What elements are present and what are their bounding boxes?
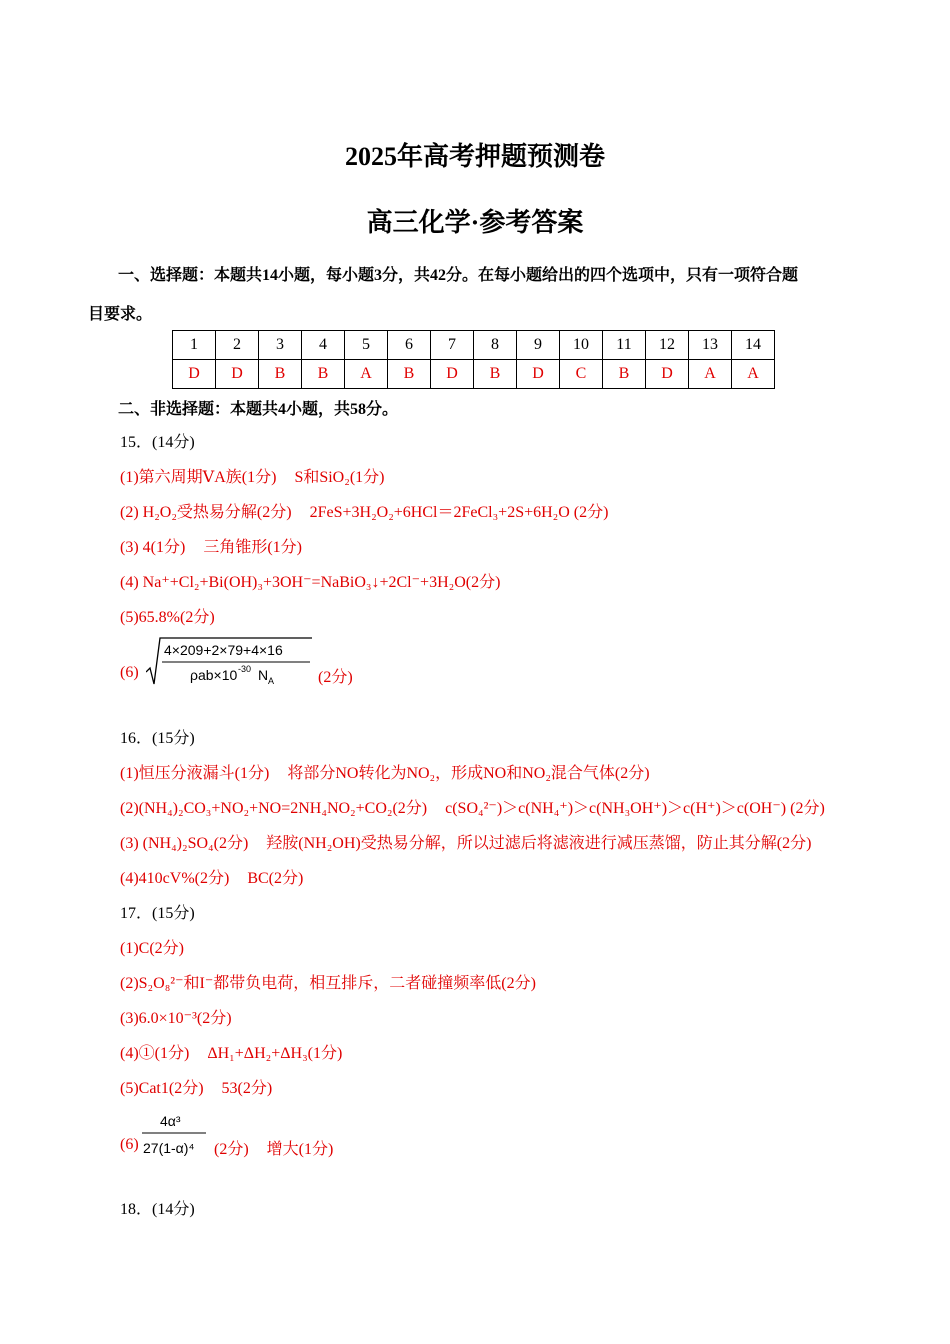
answer-table-number-cell: 6 — [388, 331, 431, 360]
answer-table-answer-cell: B — [603, 360, 646, 389]
q15-formula-numerator: 4×209+2×79+4×16 — [164, 642, 283, 658]
q17-part6-extra: 增大(1分) — [266, 1141, 334, 1158]
q16-part3-a: (3) (NH₄)₂SO₄(2分) — [120, 835, 249, 852]
q15-part1-a: (1)第六周期ⅤA族(1分) — [120, 469, 277, 486]
answer-table-number-cell: 10 — [560, 331, 603, 360]
q16-part3 — [120, 830, 811, 853]
q16-part1-a: (1)恒压分液漏斗(1分) — [120, 765, 270, 782]
q15-density-formula — [146, 636, 312, 688]
q15-part1-b: S和SiO₂(1分) — [294, 469, 385, 486]
q15-formula-avogadro-sub: A — [268, 676, 275, 686]
answer-table-number-cell: 13 — [689, 331, 732, 360]
answer-table-answer-cell: B — [259, 360, 302, 389]
section-2-instructions: 二、非选择题：本题共4小题，共58分。 — [118, 401, 399, 418]
answer-table-number-cell: 8 — [474, 331, 517, 360]
answer-table-answer-cell: D — [173, 360, 216, 389]
q17-part5-b: 53(2分) — [221, 1080, 273, 1097]
answer-table-numbers-row — [173, 331, 775, 360]
q17-part4-a: (4)①(1分) — [120, 1045, 190, 1062]
answer-table-number-cell: 1 — [173, 331, 216, 360]
q15-part5: (5)65.8%(2分) — [120, 609, 215, 626]
answer-table-answer-cell: D — [517, 360, 560, 389]
q16-part4-a: (4)410cV%(2分) — [120, 870, 230, 887]
q15-part3-b: 三角锥形(1分) — [203, 539, 302, 556]
q17-equilibrium-formula — [142, 1108, 208, 1162]
answer-table-number-cell: 12 — [646, 331, 689, 360]
q15-formula-avogadro: N — [258, 667, 269, 683]
q17-part4-b: ΔH₁+ΔH₂+ΔH₃(1分) — [207, 1045, 343, 1062]
answer-table-number-cell: 7 — [431, 331, 474, 360]
section-1-instructions-cont: 目要求。 — [88, 306, 153, 323]
answer-table-number-cell: 5 — [345, 331, 388, 360]
q17-part4 — [120, 1040, 342, 1063]
answer-table-answer-cell: A — [732, 360, 775, 389]
q17-formula-numerator: 4α³ — [160, 1113, 181, 1129]
q15-part2-b: 2FeS+3H₂O₂+6HCl＝2FeCl₃+2S+6H₂O (2分) — [309, 504, 609, 521]
q15-part6-score: (2分) — [318, 669, 353, 686]
answer-table-number-cell: 3 — [259, 331, 302, 360]
answer-table-answer-cell: C — [560, 360, 603, 389]
q16-part4-b: BC(2分) — [247, 870, 304, 887]
q17-part5 — [120, 1075, 272, 1098]
q16-part2 — [120, 795, 825, 818]
q15-part3-a: (3) 4(1分) — [120, 539, 186, 556]
q15-formula-denominator: ρab×10 — [190, 667, 238, 683]
q17-part5-a: (5)Cat1(2分) — [120, 1080, 204, 1097]
q15-formula-exponent: -30 — [238, 664, 252, 674]
q18-header: 18．(14分) — [120, 1201, 195, 1218]
answer-table-number-cell: 11 — [603, 331, 646, 360]
section-1-instructions: 一、选择题：本题共14小题，每小题3分，共42分。在每小题给出的四个选项中，只有一项符合题 — [118, 267, 799, 284]
q17-part2: (2)S₂O₈²⁻和I⁻都带负电荷，相互排斥，二者碰撞频率低(2分) — [120, 975, 536, 992]
answer-table-answer-cell: B — [302, 360, 345, 389]
q15-part3 — [120, 534, 302, 557]
q17-formula-denominator: 27(1-α)⁴ — [143, 1140, 195, 1156]
q15-part2 — [120, 499, 608, 522]
answer-table-number-cell: 14 — [732, 331, 775, 360]
q17-part1: (1)C(2分) — [120, 940, 184, 957]
answer-key-subtitle: 高三化学·参考答案 — [366, 208, 584, 237]
answer-table-number-cell: 2 — [216, 331, 259, 360]
q17-header: 17．(15分) — [120, 905, 195, 922]
q16-header: 16．(15分) — [120, 730, 195, 747]
q17-part6-label: (6) — [120, 1136, 139, 1153]
answer-table-answer-cell: D — [646, 360, 689, 389]
q16-part2-b: c(SO₄²⁻)＞c(NH₄⁺)＞c(NH₃OH⁺)＞c(H⁺)＞c(OH⁻) (2分) — [445, 800, 825, 817]
answer-table-answer-cell: B — [474, 360, 517, 389]
q17-part3: (3)6.0×10⁻³(2分) — [120, 1010, 232, 1027]
q15-header: 15．(14分) — [120, 434, 195, 451]
answer-table-answer-cell: A — [345, 360, 388, 389]
answer-table-answer-cell: A — [689, 360, 732, 389]
q15-part6-label: (6) — [120, 664, 139, 681]
answer-table-answers-row — [173, 360, 775, 389]
q15-part1 — [120, 464, 384, 487]
q16-part4 — [120, 865, 303, 888]
answer-table-number-cell: 9 — [517, 331, 560, 360]
exam-title: 2025年高考押题预测卷 — [344, 142, 605, 171]
q16-part1 — [120, 760, 650, 783]
q15-part4: (4) Na⁺+Cl₂+Bi(OH)₃+3OH⁻=NaBiO₃↓+2Cl⁻+3H₂O(2分) — [120, 574, 501, 591]
q16-part2-a: (2)(NH₄)₂CO₃+NO₂+NO=2NH₄NO₂+CO₂(2分) — [120, 800, 428, 817]
answer-table-answer-cell: D — [431, 360, 474, 389]
answer-table-number-cell: 4 — [302, 331, 345, 360]
q16-part1-b: 将部分NO转化为NO₂，形成NO和NO₂混合气体(2分) — [287, 765, 650, 782]
answer-table — [172, 330, 775, 389]
answer-table-answer-cell: B — [388, 360, 431, 389]
q17-part6-score: (2分) — [214, 1141, 249, 1158]
q16-part3-b: 羟胺(NH₂OH)受热易分解，所以过滤后将滤液进行减压蒸馏，防止其分解(2分) — [266, 835, 812, 852]
q15-part2-a: (2) H₂O₂受热易分解(2分) — [120, 504, 292, 521]
q17-part6-rest — [214, 1136, 333, 1159]
answer-table-answer-cell: D — [216, 360, 259, 389]
